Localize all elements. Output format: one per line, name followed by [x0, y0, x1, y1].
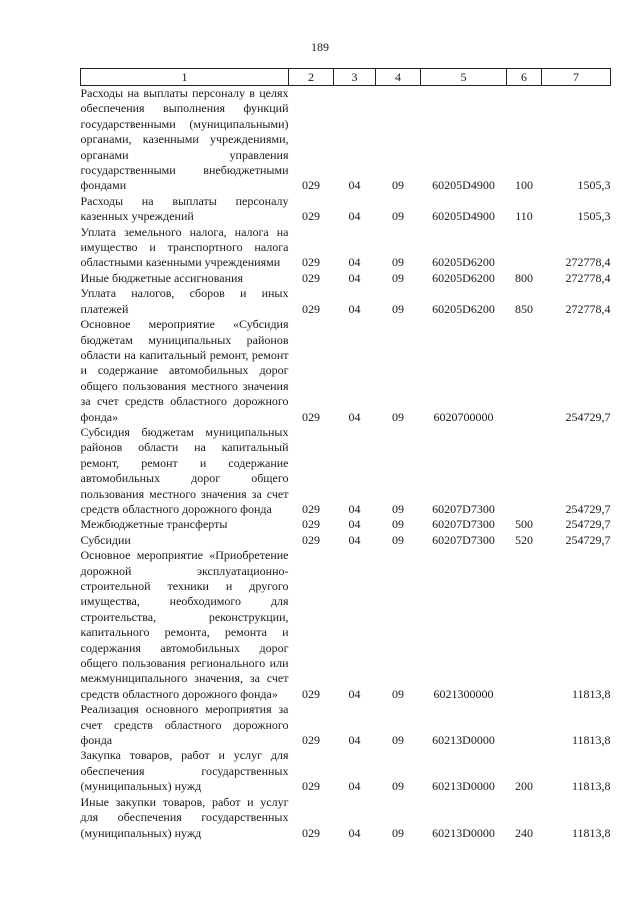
row-csr: 60207D7300	[432, 517, 495, 532]
row-rz: 04	[348, 686, 361, 701]
header-col-5: 5	[421, 69, 507, 86]
row-gr: 029	[302, 209, 320, 224]
row-sum: 11813,8	[571, 686, 611, 701]
row-sum: 11813,8	[571, 779, 611, 794]
row-pr: 09	[392, 409, 404, 424]
row-csr: 60205D6200	[432, 255, 495, 270]
row-gr: 029	[302, 517, 320, 532]
row-gr: 029	[302, 779, 320, 794]
row-csr: 6020700000	[433, 409, 494, 424]
row-vr	[507, 425, 542, 517]
row-csr: 60205D6200	[432, 270, 495, 285]
row-vr: 520	[515, 532, 533, 547]
table-row	[81, 795, 611, 841]
row-gr: 029	[302, 686, 320, 701]
row-vr: 850	[515, 301, 533, 316]
row-vr: 500	[515, 517, 533, 532]
row-sum: 1505,3	[577, 209, 611, 224]
page-number: 189	[311, 40, 329, 54]
row-vr: 110	[515, 209, 533, 224]
budget-table	[80, 68, 611, 841]
row-pr: 09	[392, 178, 404, 193]
header-row	[81, 69, 611, 86]
row-rz: 04	[348, 532, 361, 547]
row-pr: 09	[392, 686, 404, 701]
row-vr: 240	[515, 825, 533, 840]
row-pr: 09	[392, 779, 404, 794]
row-sum: 254729,7	[565, 517, 611, 532]
header-col-3: 3	[334, 69, 376, 86]
row-csr: 60205D4900	[432, 178, 495, 193]
row-sum: 254729,7	[565, 409, 611, 424]
row-vr	[507, 317, 542, 425]
row-csr: 60205D6200	[432, 301, 495, 316]
row-name: Расходы на выплаты персоналу в целях обеспечения выполнения функций государственными (муниципальными) органами, казенными учреждениями, органами управления государственными внебюджетными фондами	[80, 86, 289, 193]
row-rz: 04	[348, 270, 361, 285]
row-pr: 09	[392, 501, 404, 516]
row-sum: 272778,4	[565, 270, 611, 285]
row-gr: 029	[302, 270, 320, 285]
table-row	[81, 533, 611, 548]
row-rz: 04	[348, 779, 361, 794]
row-sum: 272778,4	[565, 255, 611, 270]
row-sum: 254729,7	[565, 501, 611, 516]
row-rz: 04	[348, 501, 361, 516]
row-gr: 029	[302, 733, 320, 748]
row-gr: 029	[302, 178, 320, 193]
table-row	[81, 286, 611, 317]
row-gr: 029	[302, 501, 320, 516]
table-row	[81, 86, 611, 194]
row-sum: 1505,3	[577, 178, 611, 193]
row-csr: 6021300000	[433, 686, 494, 701]
row-pr: 09	[392, 255, 404, 270]
row-pr: 09	[392, 733, 404, 748]
row-csr: 60213D0000	[432, 825, 495, 840]
row-name: Иные бюджетные ассигнования	[80, 270, 243, 285]
table-body	[81, 86, 611, 841]
row-vr	[507, 702, 542, 748]
row-name: Субсидии	[80, 532, 131, 547]
row-vr	[507, 548, 542, 702]
row-name: Иные закупки товаров, работ и услуг для обеспечения государственных (муниципальных) нужд	[80, 794, 289, 840]
row-gr: 029	[302, 532, 320, 547]
table-row	[81, 271, 611, 286]
row-sum: 272778,4	[565, 301, 611, 316]
table-row	[81, 425, 611, 517]
row-sum: 254729,7	[565, 532, 611, 547]
row-csr: 60213D0000	[432, 733, 495, 748]
table-row	[81, 517, 611, 532]
table-row	[81, 225, 611, 271]
row-pr: 09	[392, 532, 404, 547]
table-row	[81, 748, 611, 794]
row-rz: 04	[348, 825, 361, 840]
row-gr: 029	[302, 255, 320, 270]
row-rz: 04	[348, 517, 361, 532]
row-sum: 11813,8	[571, 825, 611, 840]
row-name: Расходы на выплаты персоналу казенных учреждений	[80, 193, 289, 224]
row-rz: 04	[348, 301, 361, 316]
row-csr: 60207D7300	[432, 501, 495, 516]
header-col-7: 7	[542, 69, 611, 86]
row-pr: 09	[392, 517, 404, 532]
row-rz: 04	[348, 178, 361, 193]
row-name: Реализация основного мероприятия за счет средств областного дорожного фонда	[80, 702, 289, 748]
row-vr	[507, 225, 542, 271]
row-vr: 800	[515, 270, 533, 285]
row-pr: 09	[392, 301, 404, 316]
row-gr: 029	[302, 301, 320, 316]
row-pr: 09	[392, 209, 404, 224]
header-col-1: 1	[81, 69, 289, 86]
row-csr: 60205D4900	[432, 209, 495, 224]
row-rz: 04	[348, 733, 361, 748]
row-name: Межбюджетные трансферты	[80, 517, 228, 532]
row-name: Субсидия бюджетам муниципальных районов области на капитальный ремонт, ремонт и содержание автомобильных дорог общего пользования местного значения за счет средств областного дорожного фонда	[80, 424, 289, 516]
row-rz: 04	[348, 255, 361, 270]
row-gr: 029	[302, 409, 320, 424]
row-name: Закупка товаров, работ и услуг для обеспечения государственных (муниципальных) нужд	[80, 748, 289, 794]
row-csr: 60207D7300	[432, 532, 495, 547]
row-name: Основное мероприятие «Субсидия бюджетам муниципальных районов области на капитальный ремонт, ремонт и содержание автомобильных дорог общего пользования местного значения за счет средств областного дорожного фонда»	[80, 317, 289, 424]
row-sum: 11813,8	[571, 733, 611, 748]
row-rz: 04	[348, 409, 361, 424]
row-pr: 09	[392, 825, 404, 840]
row-pr: 09	[392, 270, 404, 285]
row-gr: 029	[302, 825, 320, 840]
table-row	[81, 194, 611, 225]
row-name: Уплата земельного налога, налога на имущество и транспортного налога областными казенными учреждениями	[80, 224, 289, 270]
row-vr: 200	[515, 779, 533, 794]
header-col-2: 2	[289, 69, 334, 86]
header-col-6: 6	[507, 69, 542, 86]
row-csr: 60213D0000	[432, 779, 495, 794]
table-row	[81, 702, 611, 748]
table-row	[81, 548, 611, 702]
row-name: Основное мероприятие «Приобретение дорожной эксплуатационно-строительной техники и другого имущества, необходимого для строительства, реконструкции, капитального ремонта, ремонта и содержания автомобильных дорог общего пользования регионального или межмуниципального значения, за счет средств областного дорожного фонда»	[80, 548, 289, 701]
table-row	[81, 317, 611, 425]
row-name: Уплата налогов, сборов и иных платежей	[80, 286, 289, 316]
row-rz: 04	[348, 209, 361, 224]
row-vr: 100	[515, 178, 533, 193]
header-col-4: 4	[376, 69, 421, 86]
